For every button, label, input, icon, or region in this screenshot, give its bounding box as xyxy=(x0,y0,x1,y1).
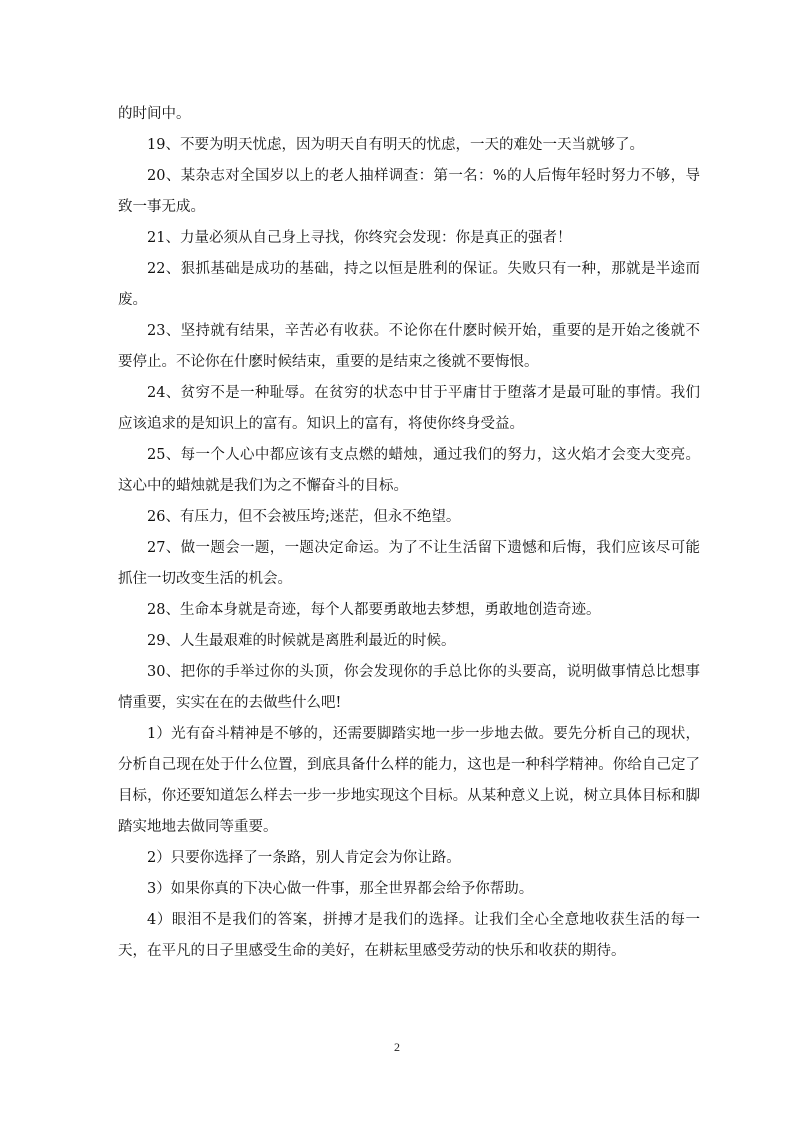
paragraph-subitem-4: 4）眼泪不是我们的答案，拼搏才是我们的选择。让我们全心全意地收获生活的每一天，在平凡的日子里感受生命的美好，在耕耘里感受劳动的快乐和收获的期待。 xyxy=(118,912,700,959)
page-number: 2 xyxy=(394,1040,400,1054)
paragraph-item-27: 27、做一题会一题，一题决定命运。为了不让生活留下遗憾和后悔，我们应该尽可能抓住一切改变生活的机会。 xyxy=(118,540,700,587)
paragraph-continuation: 的时间中。 xyxy=(118,106,191,122)
paragraph-subitem-2: 2）只要你选择了一条路，别人肯定会为你让路。 xyxy=(147,850,461,866)
paragraph-item-21: 21、力量必须从自己身上寻找，你终究会发现：你是真正的强者！ xyxy=(147,230,572,246)
paragraph-item-23: 23、坚持就有结果，辛苦必有收获。不论你在什麽时候开始，重要的是开始之後就不要停止。不论你在什麽时候结束，重要的是结束之後就不要悔恨。 xyxy=(118,323,700,370)
paragraph-subitem-3: 3）如果你真的下决心做一件事，那全世界都会给予你帮助。 xyxy=(147,881,534,897)
paragraph-item-25: 25、每一个人心中都应该有支点燃的蜡烛，通过我们的努力，这火焰才会变大变亮。这心中的蜡烛就是我们为之不懈奋斗的目标。 xyxy=(118,447,700,494)
document-body xyxy=(118,99,700,967)
paragraph-subitem-1: 1）光有奋斗精神是不够的，还需要脚踏实地一步一步地去做。要先分析自己的现状，分析自己现在处于什么位置，到底具备什么样的能力，这也是一种科学精神。你给自己定了目标，你还要知道怎么样去一步一步地实现这个目标。从某种意义上说，树立具体目标和脚踏实地地去做同等重要。 xyxy=(118,726,700,835)
paragraph-item-22: 22、狠抓基础是成功的基础，持之以恒是胜利的保证。失败只有一种，那就是半途而废。 xyxy=(118,261,700,308)
paragraph-item-26: 26、有压力，但不会被压垮;迷茫，但永不绝望。 xyxy=(147,509,461,525)
paragraph-item-19: 19、不要为明天忧虑，因为明天自有明天的忧虑，一天的难处一天当就够了。 xyxy=(147,137,644,153)
paragraph-item-28: 28、生命本身就是奇迹，每个人都要勇敢地去梦想，勇敢地创造奇迹。 xyxy=(147,602,601,618)
paragraph-item-29: 29、人生最艰难的时候就是离胜利最近的时候。 xyxy=(147,633,456,649)
paragraph-item-30: 30、把你的手举过你的头顶，你会发现你的手总比你的头要高，说明做事情总比想事情重要，实实在在的去做些什么吧! xyxy=(118,664,700,711)
paragraph-item-20: 20、某杂志对全国岁以上的老人抽样调查：第一名：%的人后悔年轻时努力不够，导致一事无成。 xyxy=(118,168,700,215)
paragraph-item-24: 24、贫穷不是一种耻辱。在贫穷的状态中甘于平庸甘于堕落才是最可耻的事情。我们应该追求的是知识上的富有。知识上的富有，将使你终身受益。 xyxy=(118,385,700,432)
